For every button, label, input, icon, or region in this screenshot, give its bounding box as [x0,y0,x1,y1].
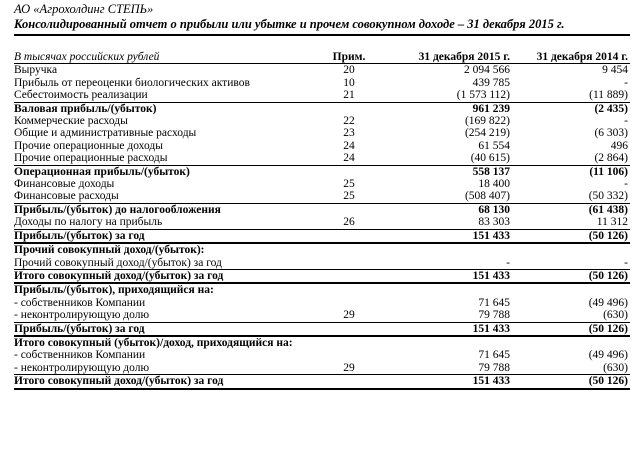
row-label: Общие и административные расходы [14,127,197,140]
row-label: Доходы по налогу на прибыль [14,216,326,229]
row-note: 20 [343,64,355,77]
row-value-2015: - [374,257,512,270]
table-row [14,127,630,139]
row-label: Финансовые доходы [14,178,115,191]
row-note [326,203,374,216]
table-row [14,89,630,102]
row-note [326,349,374,361]
row-label: Себестоимость реализации [14,89,326,102]
row-value-2015: 79 788 [374,362,512,375]
row-value-2015: 151 433 [374,269,512,283]
row-value-2015: (1 573 112) [374,89,512,102]
row-label: Итого совокупный (убыток)/доход, приходящийся на: [14,336,293,349]
row-value-2014: (630) [512,309,630,322]
row-value-2014: (630) [512,362,630,375]
row-note [326,322,374,336]
table-row [14,297,630,309]
row-value-2014: (49 496) [588,296,628,309]
row-value-2014: (50 126) [512,322,630,336]
row-label: - собственников Компании [14,296,146,309]
report-header [14,2,632,32]
row-note: 29 [326,309,374,322]
row-value-2015 [374,336,512,349]
row-value-2015: 151 433 [374,229,512,243]
row-note [326,269,374,283]
table-row [14,336,630,349]
row-value-2014: (50 126) [512,375,630,389]
table-row [14,140,630,152]
column-header-note: Прим. [326,51,374,64]
table-row [14,203,630,216]
row-label: Операционная прибыль/(убыток) [14,165,190,178]
row-value-2015: 71 645 [478,349,510,362]
row-value-2014: (2 864) [512,152,630,165]
row-label: Прочие операционные расходы [14,152,326,165]
table-row [14,115,630,127]
row-value-2014: (50 126) [512,269,630,283]
row-note [326,243,374,256]
row-value-2015: 71 645 [478,296,510,309]
table-row [14,178,630,190]
row-note: 21 [326,89,374,102]
row-label: Прибыль/(убыток) за год [14,229,326,243]
income-statement-table [14,51,630,390]
row-value-2014: (49 496) [588,349,628,362]
table-row [14,375,630,389]
row-value-2014: (2 435) [594,102,628,115]
row-value-2014: - [624,76,628,89]
table-row [14,190,630,203]
row-value-2015: 439 785 [472,76,510,89]
table-row [14,257,630,270]
row-value-2015: (169 822) [464,115,510,128]
row-value-2014 [512,243,630,256]
row-note: 22 [343,115,355,128]
table-header-row [14,51,630,64]
row-value-2015: 961 239 [472,102,510,115]
row-value-2015: 151 433 [374,375,512,389]
table-row [14,243,630,256]
row-label: Прибыль/(убыток) до налогообложения [14,203,221,216]
header-rule [14,34,630,36]
row-value-2015: 558 137 [472,165,510,178]
row-label: Прочий совокупный доход/(убыток): [14,244,205,257]
row-note: 25 [343,178,355,191]
table-row [14,269,630,283]
table-row [14,283,630,296]
row-value-2015 [374,243,512,256]
row-value-2015: 68 130 [478,203,510,216]
table-row [14,64,630,77]
table-row [14,309,630,322]
row-note [326,283,374,296]
company-name: АО «Агрохолдинг СТЕПЬ» [14,2,154,16]
row-note [326,297,374,309]
row-note [326,229,374,243]
table-row [14,322,630,336]
row-note [326,336,374,349]
table-row [14,102,630,115]
row-label: Коммерческие расходы [14,115,128,128]
table-row [14,77,630,89]
row-value-2014: (50 332) [512,190,630,203]
table-row [14,152,630,165]
row-note: 24 [326,152,374,165]
table-row [14,229,630,243]
row-value-2014: (61 438) [588,203,628,216]
row-value-2015: (40 615) [374,152,512,165]
row-label: Валовая прибыль/(убыток) [14,102,157,115]
row-value-2014: (6 303) [594,127,628,140]
row-value-2015: (254 219) [464,127,510,140]
row-value-2015: 2 094 566 [464,64,510,77]
report-title: Консолидированный отчет о прибыли или убытке и прочем совокупном доходе – 31 декабря 2015 г. [14,17,565,31]
row-label: Прочий совокупный доход/(убыток) за год [14,257,326,270]
row-value-2014: - [624,178,628,191]
row-label: Итого совокупный доход/(убыток) за год [14,375,326,389]
row-value-2014 [512,336,630,349]
row-note: 23 [343,127,355,140]
row-value-2015: (508 407) [374,190,512,203]
row-label: Финансовые расходы [14,190,326,203]
row-label: Прибыль/(убыток), приходящийся на: [14,284,214,297]
table-row [14,349,630,361]
table-row [14,216,630,229]
row-label: Прибыль от переоценки биологических активов [14,76,250,89]
row-value-2014 [512,283,630,296]
row-label: - собственников Компании [14,349,146,362]
row-note: 26 [326,216,374,229]
column-header-2014: 31 декабря 2014 г. [512,51,630,64]
row-note [326,102,374,115]
column-header-2015: 31 декабря 2015 г. [374,51,512,64]
row-value-2014: (11 889) [512,89,630,102]
row-value-2014: 11 312 [512,216,630,229]
row-value-2015: 61 554 [478,139,510,152]
row-note: 29 [326,362,374,375]
row-value-2015: 18 400 [478,178,510,191]
row-note [326,257,374,270]
row-value-2014: (50 126) [512,229,630,243]
column-header-label: В тысячах российских рублей [14,51,326,64]
row-note [326,165,374,178]
row-label: - неконтролирующую долю [14,309,326,322]
row-label: Прибыль/(убыток) за год [14,322,326,336]
row-value-2014: - [624,115,628,128]
table-row [14,165,630,178]
row-value-2014: (11 106) [589,165,628,178]
row-label: Итого совокупный доход/(убыток) за год [14,269,326,283]
row-note: 24 [343,139,355,152]
row-note [326,375,374,389]
row-value-2015: 79 788 [374,309,512,322]
row-value-2015: 151 433 [374,322,512,336]
row-note: 10 [343,76,355,89]
row-value-2015: 83 303 [374,216,512,229]
table-row [14,362,630,375]
row-value-2014: 496 [610,139,628,152]
row-label: Выручка [14,64,58,77]
row-value-2015 [374,283,512,296]
row-label: Прочие операционные доходы [14,139,163,152]
row-note: 25 [326,190,374,203]
row-label: - неконтролирующую долю [14,362,326,375]
row-value-2014: - [512,257,630,270]
row-value-2014: 9 454 [602,64,628,77]
